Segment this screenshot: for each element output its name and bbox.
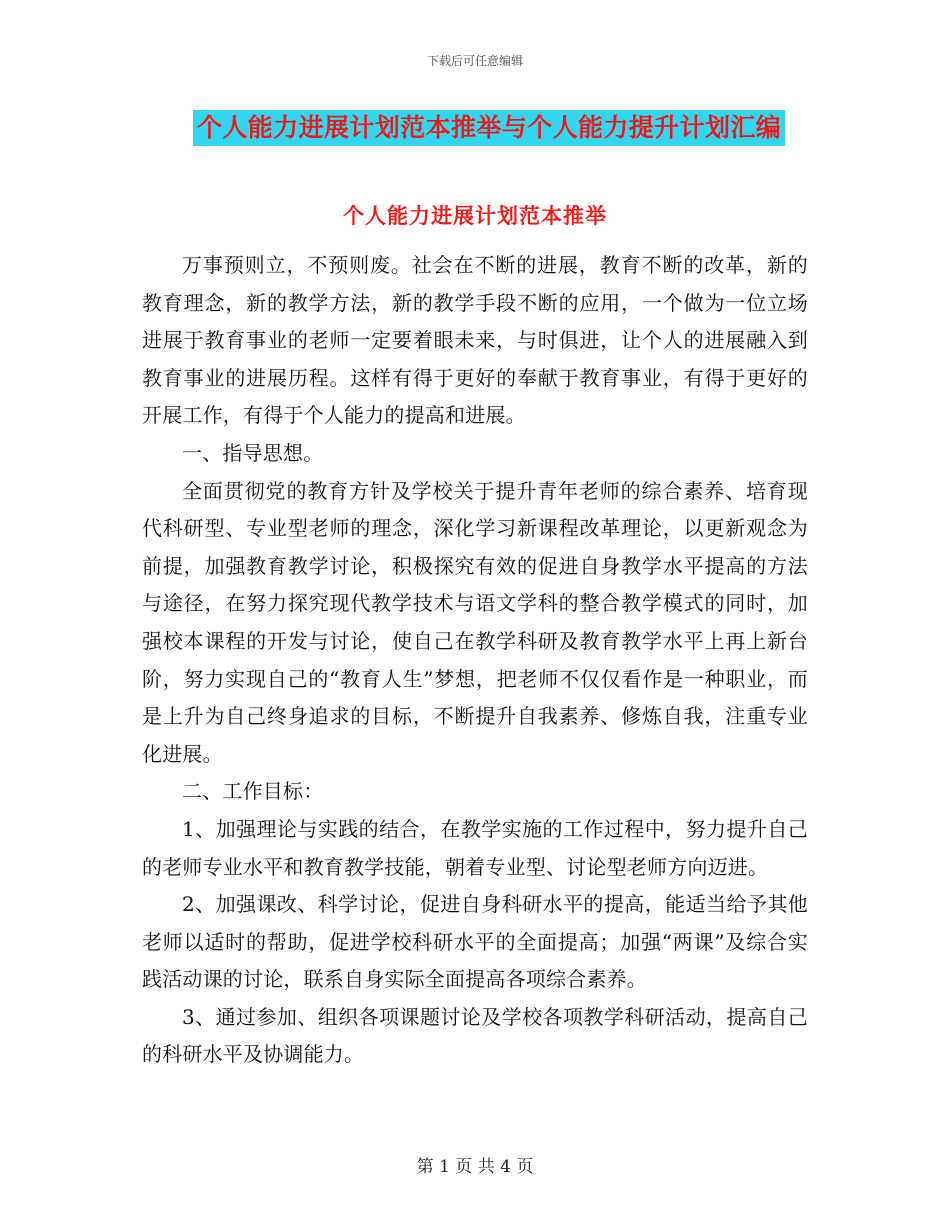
body-paragraph: 全面贯彻党的教育方针及学校关于提升青年老师的综合素养、培育现代科研型、专业型老师的理念，深化学习新课程改革理论，以更新观念为前提，加强教育教学讨论，积极探究有效的促进自身教学水平提高的方法与途径，在努力探究现代教学技术与语文学科的整合教学模式的同时，加强校本课程的开发与讨论，使自己在教学科研及教育教学水平上再上新台阶，努力实现自己的“教育人生”梦想，把老师不仅仅看作是一种职业，而是上升为自己终身追求的目标，不断提升自我素养、修炼自我，注重专业化进展。 [142, 478, 808, 766]
goal-item-2: 2、加强课改、科学讨论，促进自身科研水平的提高，能适当给予其他老师以适时的帮助，促进学校科研水平的全面提高；加强“两课”及综合实践活动课的讨论，联系自身实际全面提高各项综合素养。 [142, 892, 808, 992]
goal-item-1: 1、加强理论与实践的结合，在教学实施的工作过程中，努力提升自己的老师专业水平和教育教学技能，朝着专业型、讨论型老师方向迈进。 [142, 816, 808, 879]
document-main-title: 个人能力进展计划范本推举与个人能力提升计划汇编 [197, 113, 782, 142]
document-body [142, 247, 808, 1074]
section-title: 个人能力进展计划范本推举 [343, 204, 607, 228]
goal-item-3: 3、通过参加、组织各项课题讨论及学校各项教学科研活动，提高自己的科研水平及协调能力。 [142, 1004, 808, 1067]
body-paragraph: 万事预则立，不预则废。社会在不断的进展，教育不断的改革，新的教育理念，新的教学方法，新的教学手段不断的应用，一个做为一位立场进展于教育事业的老师一定要着眼未来，与时俱进，让个人的进展融入到教育事业的进展历程。这样有得于更好的奉献于教育事业，有得于更好的开展工作，有得于个人能力的提高和进展。 [142, 253, 808, 428]
main-title-highlight [193, 110, 785, 146]
section-heading-work-goals: 二、工作目标： [182, 779, 324, 804]
section-heading-guiding-thought: 一、指导思想。 [182, 440, 324, 465]
page-header: 下载后可任意编辑 [426, 54, 523, 68]
page-footer: 第 1 页 共 4 页 [416, 1157, 534, 1177]
